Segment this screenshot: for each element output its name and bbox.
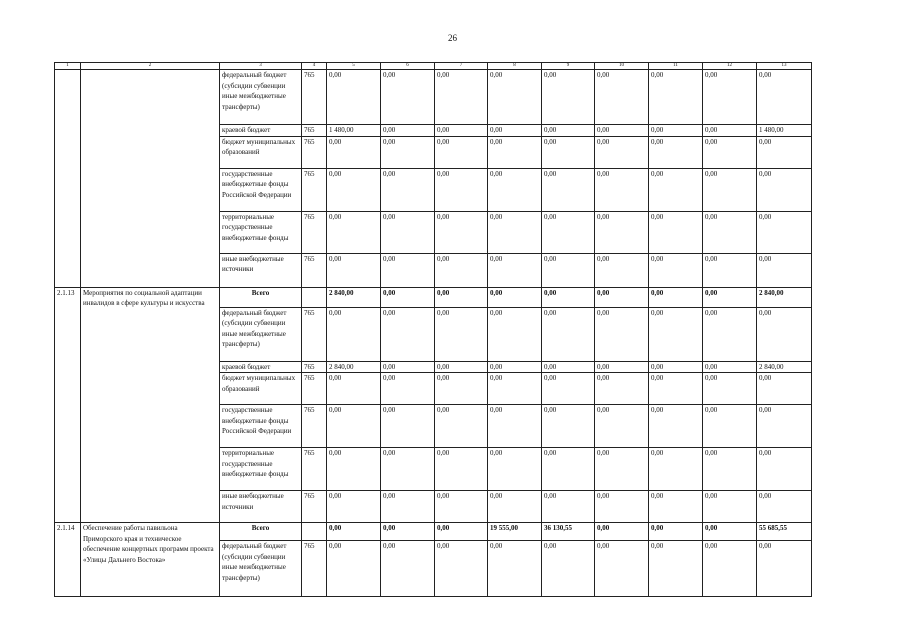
amount-cell: 0,00 — [649, 373, 703, 405]
table-row — [55, 287, 812, 307]
amount-cell: 0,00 — [595, 405, 649, 448]
amount-cell: 0,00 — [595, 307, 649, 361]
amount-cell: 0,00 — [757, 448, 812, 491]
amount-cell: 0,00 — [381, 211, 435, 253]
header-row — [55, 63, 812, 70]
amount-cell: 0,00 — [595, 70, 649, 125]
amount-cell: 0,00 — [703, 491, 757, 523]
amount-cell: 0,00 — [703, 373, 757, 405]
funding-source: бюджет муниципальных образований — [220, 373, 302, 405]
amount-cell: 0,00 — [649, 541, 703, 597]
amount-cell: 0,00 — [757, 168, 812, 211]
amount-cell: 0,00 — [757, 541, 812, 597]
amount-cell: 0,00 — [595, 523, 649, 541]
page-number: 26 — [448, 33, 457, 43]
amount-cell: 0,00 — [757, 211, 812, 253]
amount-cell: 1 480,00 — [327, 125, 381, 137]
item-number: 2.1.14 — [55, 523, 81, 597]
amount-cell: 0,00 — [703, 361, 757, 373]
amount-cell: 0,00 — [649, 523, 703, 541]
amount-cell: 0,00 — [435, 373, 488, 405]
header-cell-5: 5 — [327, 63, 381, 70]
amount-cell: 1 480,00 — [757, 125, 812, 137]
header-cell-2: 2 — [81, 63, 220, 70]
amount-cell: 0,00 — [435, 307, 488, 361]
amount-cell: 0,00 — [327, 211, 381, 253]
amount-cell: 2 840,00 — [757, 361, 812, 373]
amount-cell: 0,00 — [703, 541, 757, 597]
amount-cell: 0,00 — [649, 136, 703, 168]
budget-code: 765 — [302, 136, 327, 168]
amount-cell: 0,00 — [757, 307, 812, 361]
budget-code: 765 — [302, 253, 327, 287]
table-row — [55, 70, 812, 125]
amount-cell: 0,00 — [381, 523, 435, 541]
amount-cell: 0,00 — [435, 405, 488, 448]
amount-cell: 0,00 — [327, 168, 381, 211]
amount-cell: 0,00 — [488, 70, 542, 125]
funding-source: государственные внебюджетные фонды Российской Федерации — [220, 168, 302, 211]
amount-cell: 0,00 — [542, 541, 595, 597]
amount-cell: 0,00 — [649, 287, 703, 307]
amount-cell: 0,00 — [435, 125, 488, 137]
amount-cell: 0,00 — [542, 253, 595, 287]
amount-cell: 0,00 — [542, 125, 595, 137]
table-row — [55, 523, 812, 541]
budget-code: 765 — [302, 70, 327, 125]
budget-code: 765 — [302, 168, 327, 211]
amount-cell: 0,00 — [327, 307, 381, 361]
header-cell-1: 1 — [55, 63, 81, 70]
amount-cell: 0,00 — [381, 307, 435, 361]
budget-code: 765 — [302, 373, 327, 405]
amount-cell: 36 130,55 — [542, 523, 595, 541]
budget-code: 765 — [302, 211, 327, 253]
item-name — [81, 70, 220, 288]
amount-cell: 0,00 — [381, 253, 435, 287]
amount-cell: 0,00 — [595, 136, 649, 168]
amount-cell: 0,00 — [488, 136, 542, 168]
header-cell-8: 8 — [488, 63, 542, 70]
amount-cell: 0,00 — [488, 541, 542, 597]
amount-cell: 0,00 — [542, 168, 595, 211]
amount-cell: 0,00 — [703, 168, 757, 211]
amount-cell: 0,00 — [703, 253, 757, 287]
amount-cell: 0,00 — [488, 361, 542, 373]
amount-cell: 0,00 — [542, 361, 595, 373]
amount-cell: 0,00 — [327, 136, 381, 168]
amount-cell: 19 555,00 — [488, 523, 542, 541]
header-cell-7: 7 — [435, 63, 488, 70]
amount-cell: 0,00 — [488, 307, 542, 361]
item-number — [55, 70, 81, 288]
amount-cell: 0,00 — [757, 373, 812, 405]
amount-cell: 0,00 — [327, 448, 381, 491]
amount-cell: 0,00 — [327, 405, 381, 448]
amount-cell: 0,00 — [435, 136, 488, 168]
funding-source: Всего — [220, 287, 302, 307]
amount-cell: 0,00 — [595, 168, 649, 211]
header-cell-6: 6 — [381, 63, 435, 70]
amount-cell: 0,00 — [381, 541, 435, 597]
item-name: Мероприятия по социальной адаптации инвалидов в сфере культуры и искусства — [81, 287, 220, 523]
amount-cell: 0,00 — [381, 125, 435, 137]
header-cell-12: 12 — [703, 63, 757, 70]
amount-cell: 0,00 — [381, 136, 435, 168]
amount-cell: 0,00 — [703, 136, 757, 168]
amount-cell: 0,00 — [595, 211, 649, 253]
amount-cell: 0,00 — [595, 361, 649, 373]
amount-cell: 0,00 — [595, 448, 649, 491]
amount-cell: 0,00 — [649, 168, 703, 211]
amount-cell: 0,00 — [488, 125, 542, 137]
amount-cell: 0,00 — [595, 373, 649, 405]
budget-code: 765 — [302, 541, 327, 597]
amount-cell: 0,00 — [488, 448, 542, 491]
amount-cell: 0,00 — [488, 373, 542, 405]
amount-cell: 0,00 — [381, 361, 435, 373]
amount-cell: 0,00 — [542, 491, 595, 523]
amount-cell: 0,00 — [757, 70, 812, 125]
amount-cell: 0,00 — [542, 448, 595, 491]
amount-cell: 0,00 — [381, 373, 435, 405]
amount-cell: 0,00 — [757, 405, 812, 448]
funding-source: иные внебюджетные источники — [220, 491, 302, 523]
amount-cell: 0,00 — [381, 491, 435, 523]
amount-cell: 0,00 — [327, 541, 381, 597]
amount-cell: 2 840,00 — [327, 361, 381, 373]
amount-cell: 0,00 — [595, 491, 649, 523]
amount-cell: 2 840,00 — [327, 287, 381, 307]
budget-table — [54, 62, 812, 597]
amount-cell: 0,00 — [327, 253, 381, 287]
amount-cell: 0,00 — [435, 541, 488, 597]
amount-cell: 0,00 — [435, 253, 488, 287]
amount-cell: 0,00 — [435, 70, 488, 125]
amount-cell: 0,00 — [381, 70, 435, 125]
amount-cell: 0,00 — [435, 523, 488, 541]
amount-cell: 0,00 — [649, 361, 703, 373]
amount-cell: 0,00 — [542, 373, 595, 405]
amount-cell: 0,00 — [488, 287, 542, 307]
amount-cell: 0,00 — [381, 168, 435, 211]
amount-cell: 0,00 — [542, 405, 595, 448]
amount-cell: 0,00 — [649, 125, 703, 137]
amount-cell: 0,00 — [327, 373, 381, 405]
amount-cell: 0,00 — [488, 168, 542, 211]
funding-source: территориальные государственные внебюджетные фонды — [220, 211, 302, 253]
funding-source: бюджет муниципальных образований — [220, 136, 302, 168]
amount-cell: 0,00 — [488, 405, 542, 448]
amount-cell: 0,00 — [435, 211, 488, 253]
budget-code: 765 — [302, 307, 327, 361]
header-cell-9: 9 — [542, 63, 595, 70]
amount-cell: 0,00 — [757, 491, 812, 523]
amount-cell: 0,00 — [703, 287, 757, 307]
amount-cell: 0,00 — [757, 253, 812, 287]
amount-cell: 0,00 — [595, 253, 649, 287]
budget-code: 765 — [302, 448, 327, 491]
amount-cell: 0,00 — [649, 70, 703, 125]
amount-cell: 0,00 — [435, 287, 488, 307]
amount-cell: 0,00 — [488, 253, 542, 287]
amount-cell: 0,00 — [542, 136, 595, 168]
header-cell-4: 4 — [302, 63, 327, 70]
amount-cell: 0,00 — [649, 307, 703, 361]
item-number: 2.1.13 — [55, 287, 81, 523]
budget-code: 765 — [302, 491, 327, 523]
amount-cell: 0,00 — [703, 125, 757, 137]
amount-cell: 0,00 — [649, 211, 703, 253]
header-cell-3: 3 — [220, 63, 302, 70]
amount-cell: 0,00 — [649, 448, 703, 491]
amount-cell: 0,00 — [381, 287, 435, 307]
amount-cell: 0,00 — [435, 448, 488, 491]
budget-code — [302, 287, 327, 307]
amount-cell: 0,00 — [703, 211, 757, 253]
amount-cell: 0,00 — [649, 253, 703, 287]
funding-source: Всего — [220, 523, 302, 541]
amount-cell: 0,00 — [381, 405, 435, 448]
budget-code — [302, 523, 327, 541]
amount-cell: 0,00 — [488, 491, 542, 523]
funding-source: краевой бюджет — [220, 125, 302, 137]
header-cell-11: 11 — [649, 63, 703, 70]
amount-cell: 0,00 — [327, 491, 381, 523]
funding-source: иные внебюджетные источники — [220, 253, 302, 287]
amount-cell: 0,00 — [595, 287, 649, 307]
amount-cell: 0,00 — [703, 307, 757, 361]
amount-cell: 0,00 — [703, 70, 757, 125]
header-cell-10: 10 — [595, 63, 649, 70]
funding-source: государственные внебюджетные фонды Российской Федерации — [220, 405, 302, 448]
amount-cell: 2 840,00 — [757, 287, 812, 307]
header-cell-13: 13 — [757, 63, 812, 70]
funding-source: федеральный бюджет (субсидии субвенции иные межбюджетные трансферты) — [220, 307, 302, 361]
funding-source: краевой бюджет — [220, 361, 302, 373]
amount-cell: 55 685,55 — [757, 523, 812, 541]
item-name: Обеспечение работы павильона Приморского края и техническое обеспечение концертных программ проекта «Улицы Дальнего Востока» — [81, 523, 220, 597]
amount-cell: 0,00 — [757, 136, 812, 168]
amount-cell: 0,00 — [435, 491, 488, 523]
budget-code: 765 — [302, 125, 327, 137]
amount-cell: 0,00 — [649, 405, 703, 448]
amount-cell: 0,00 — [649, 491, 703, 523]
amount-cell: 0,00 — [435, 361, 488, 373]
amount-cell: 0,00 — [488, 211, 542, 253]
amount-cell: 0,00 — [595, 125, 649, 137]
amount-cell: 0,00 — [595, 541, 649, 597]
amount-cell: 0,00 — [327, 70, 381, 125]
funding-source: федеральный бюджет (субсидии субвенции иные межбюджетные трансферты) — [220, 70, 302, 125]
amount-cell: 0,00 — [542, 307, 595, 361]
amount-cell: 0,00 — [703, 405, 757, 448]
funding-source: федеральный бюджет (субсидии субвенции иные межбюджетные трансферты) — [220, 541, 302, 597]
amount-cell: 0,00 — [703, 448, 757, 491]
amount-cell: 0,00 — [381, 448, 435, 491]
amount-cell: 0,00 — [542, 287, 595, 307]
amount-cell: 0,00 — [327, 523, 381, 541]
amount-cell: 0,00 — [435, 168, 488, 211]
budget-code: 765 — [302, 361, 327, 373]
amount-cell: 0,00 — [542, 211, 595, 253]
budget-code: 765 — [302, 405, 327, 448]
funding-source: территориальные государственные внебюджетные фонды — [220, 448, 302, 491]
amount-cell: 0,00 — [542, 70, 595, 125]
amount-cell: 0,00 — [703, 523, 757, 541]
